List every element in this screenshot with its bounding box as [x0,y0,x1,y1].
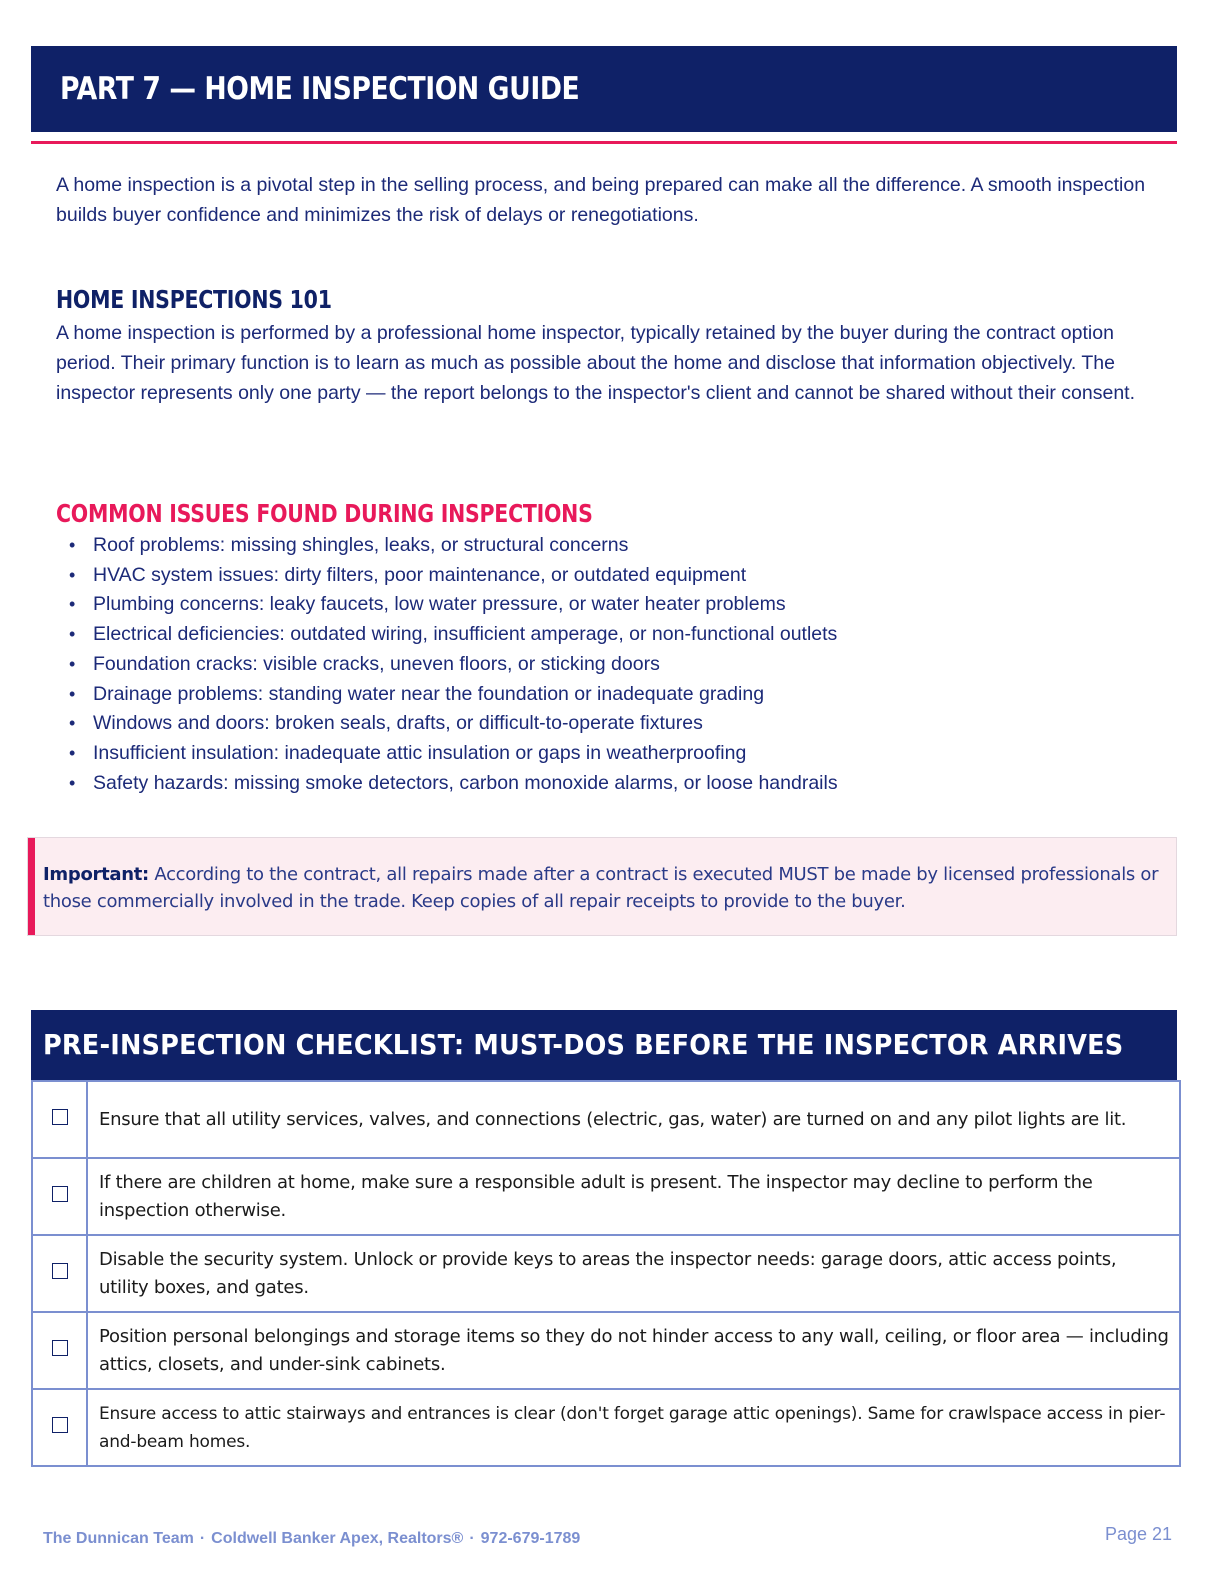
checklist-item-text: Position personal belongings and storage items so they do not hinder access to any wall, ceiling, or floor area — including attics, closets, and under-sink cabinets. [87,1312,1180,1389]
callout-text [43,861,1163,915]
checklist-item-text: Disable the security system. Unlock or provide keys to areas the inspector needs: garage doors, attic access points, utility boxes, and gates. [87,1235,1180,1312]
bullet-icon: • [69,624,76,645]
bullet-icon: • [69,564,76,585]
footer-phone: 972-679-1789 [480,1530,581,1547]
callout-body: According to the contract, all repairs made after a contract is executed MUST be made by licensed professionals or those commercially involved in the trade. Keep copies of all repair receipts to provide to the buyer. [43,864,1159,912]
page-number: Page 21 [1104,1524,1172,1544]
callout-label: Important: [43,864,149,885]
checkbox[interactable] [52,1109,68,1125]
table-row [32,1312,1180,1389]
bullet-icon: • [69,535,76,555]
section-header [31,46,1177,132]
checklist-title: PRE-INSPECTION CHECKLIST: MUST-DOS BEFORE THE INSPECTOR ARRIVES [43,1029,1124,1061]
checklist-item-text: If there are children at home, make sure a responsible adult is present. The inspector may decline to perform the inspection otherwise. [87,1158,1180,1235]
footer-team: The Dunnican Team [43,1530,194,1547]
footer-contact [43,1530,580,1548]
checklist-item-text: Ensure access to attic stairways and entrances is clear (don't forget garage attic openings). Same for crawlspace access in pier-and-beam homes. [87,1389,1180,1466]
bullet-icon: • [69,683,76,704]
table-row [32,1081,1180,1158]
footer-separator: · [469,1530,475,1547]
page-title: PART 7 — HOME INSPECTION GUIDE [60,71,580,107]
list-item: • Safety hazards: missing smoke detectors, carbon monoxide alarms, or loose handrails [56,769,1156,799]
inspections-101-paragraph: A home inspection is performed by a professional home inspector, typically retained by the buyer during the contract option period. Their primary function is to learn as much as possible about the home and disclose that information objectively. The inspector represents only one party — the report belongs to the inspector's client and cannot be shared without their consent. [56,322,1136,404]
important-callout [27,837,1177,936]
checklist-header [31,1010,1177,1080]
table-row [32,1235,1180,1312]
list-item: • Foundation cracks: visible cracks, uneven floors, or sticking doors [56,650,1156,680]
callout-accent-bar [28,838,35,935]
footer-separator: · [199,1530,206,1547]
intro-paragraph: A home inspection is a pivotal step in the selling process, and being prepared can make all the difference. A smooth inspection builds buyer confidence and minimizes the risk of delays or renegotiations. [56,174,1146,226]
footer-brokerage: Coldwell Banker Apex, Realtors® [211,1530,464,1547]
inspections-101-heading: HOME INSPECTIONS 101 [56,285,332,314]
bullet-icon: • [69,742,76,763]
list-item: • Roof problems: missing shingles, leaks, or structural concerns [56,531,1156,561]
checklist-item-text: Ensure that all utility services, valves, and connections (electric, gas, water) are turned on and any pilot lights are lit. [87,1081,1180,1158]
checkbox[interactable] [52,1340,68,1356]
list-item: • Drainage problems: standing water near the foundation or inadequate grading [56,680,1156,710]
common-issues-list [56,531,1156,798]
checklist-table [31,1080,1181,1467]
checkbox[interactable] [52,1263,68,1279]
common-issues-heading: COMMON ISSUES FOUND DURING INSPECTIONS [56,499,593,528]
header-divider [31,141,1177,144]
bullet-icon: • [69,713,76,734]
checkbox[interactable] [52,1417,68,1433]
table-row [32,1158,1180,1235]
bullet-icon: • [69,594,76,615]
list-item: • Electrical deficiencies: outdated wiring, insufficient amperage, or non-functional outlets [56,620,1156,650]
checkbox[interactable] [52,1186,68,1202]
list-item: • HVAC system issues: dirty filters, poor maintenance, or outdated equipment [56,561,1156,591]
list-item: • Windows and doors: broken seals, drafts, or difficult-to-operate fixtures [56,709,1156,739]
list-item: • Plumbing concerns: leaky faucets, low water pressure, or water heater problems [56,590,1156,620]
table-row [32,1389,1180,1466]
list-item: • Insufficient insulation: inadequate attic insulation or gaps in weatherproofing [56,739,1156,769]
bullet-icon: • [69,653,76,674]
bullet-icon: • [69,772,76,793]
